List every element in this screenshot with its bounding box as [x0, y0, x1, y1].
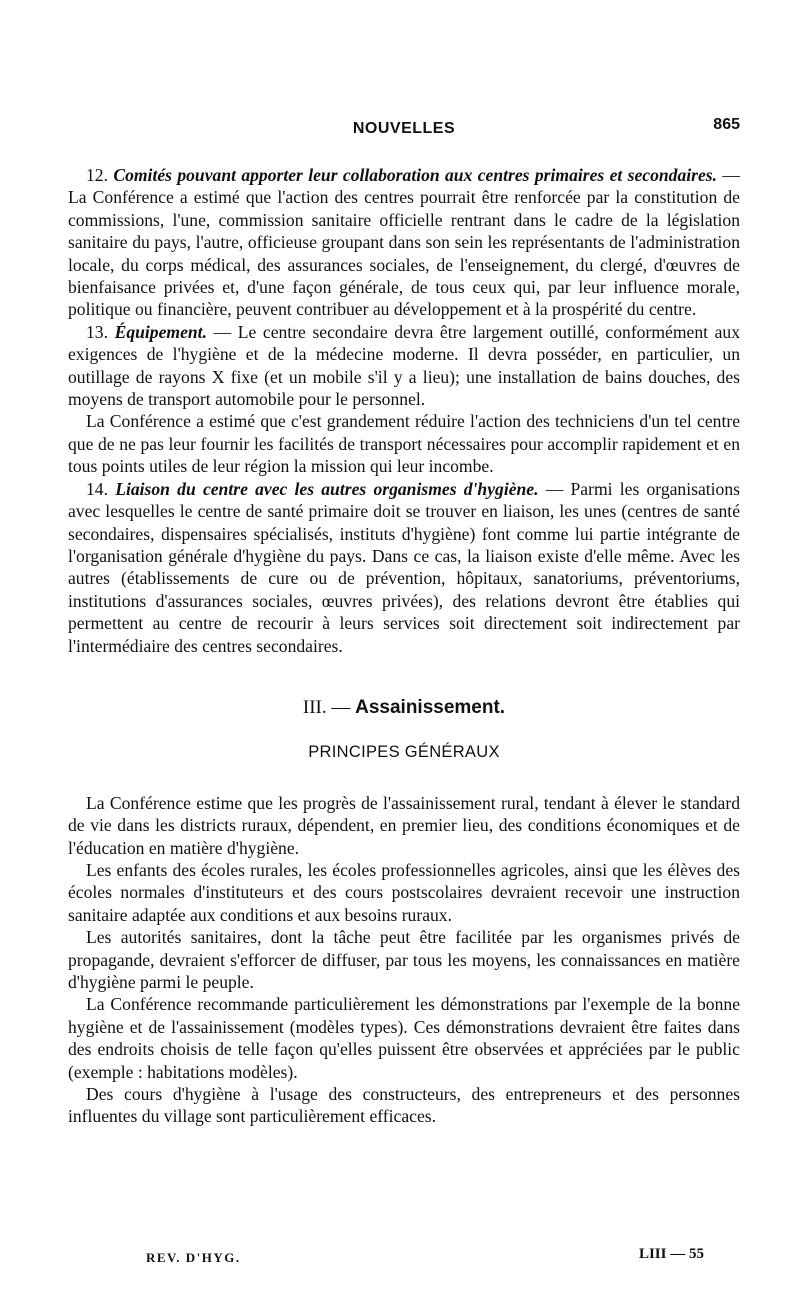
footer-signature: LIII — 55 [638, 1246, 704, 1262]
page-footer [146, 1246, 704, 1270]
footer-journal: REV. D'HYG. [146, 1250, 241, 1265]
running-header [68, 112, 740, 142]
item-12-body: — La Conférence a estimé que l'action des centres pourrait être renforcée par la constitution de commissions, l'une, commission sanitaire officielle rentrant dans le cadre de la législation sanitaire du pays, l'autre, officieuse groupant dans son sein les représentants de l'administration locale, du corps médical, des assurances sociales, de l'enseignement, du clergé, d'œuvres de bienfaisance privées et, d'une façon générale, de tous ceux qui, par leur influence morale, politique ou financière, peuvent contribuer au développement et à la prospérité du centre. [68, 165, 740, 320]
section-heading [68, 697, 740, 719]
page-number: 865 [713, 116, 740, 133]
item-13-body: — Le centre secondaire devra être largement outillé, conformément aux exigences de l'hygiène et de la médecine moderne. Il devra posséder, en particulier, un outillage de rayons X fixe (et un mobile s'il y a lieu); une installation de bains douches, des moyens de transport automobile pour le personnel. [68, 321, 740, 410]
item-14-number: 14. [86, 478, 108, 499]
item-12-paragraph [68, 164, 740, 321]
section-paragraph-4: La Conférence recommande particulièrement les démonstrations par l'exemple de la bonne hygiène et de l'assainissement (modèles types). Ces démonstrations devraient être faites dans des endroits choisis de telle façon qu'elles puissent être observées et appréciées par le public (exemple : habitations modèles). [68, 994, 740, 1082]
item-14-body: — Parmi les organisations avec lesquelles le centre de santé primaire doit se trouver en liaison, les unes (centres de santé secondaires, dispensaires spécialisés, instituts d'hygiène) font comme lui partie intégrante de l'organisation générale d'hygiène du pays. Dans ce cas, la liaison existe d'elle même. Avec les autres (établissements de cure ou de prévention, hôpitaux, sanatoriums, préventoriums, institutions d'assurances sociales, œuvres privées), des relations devront être établies qui permettent au centre de recourir à leurs services soit directement soit indirectement par l'intermédiaire des centres secondaires. [68, 478, 740, 656]
section-number: III. — [302, 696, 356, 718]
item-13-number: 13. [86, 321, 108, 342]
running-title: NOUVELLES [352, 120, 456, 137]
page-content [68, 112, 740, 1128]
item-12-heading: Comités pouvant apporter leur collaboration aux centres primaires et secondaires. [113, 165, 718, 185]
item-13-heading: Équipement. [114, 321, 207, 342]
section-title: Assainissement. [355, 696, 506, 718]
item-14-paragraph [68, 478, 740, 657]
item-14-heading: Liaison du centre avec les autres organismes d'hygiène. [115, 478, 539, 499]
section-paragraph-1: La Conférence estime que les progrès de l'assainissement rural, tendant à élever le standard de vie dans les districts ruraux, dépendent, en premier lieu, des conditions économiques et de l'éducation en matière d'hygiène. [68, 792, 740, 858]
subsection-heading: PRINCIPES GÉNÉRAUX [308, 743, 500, 762]
item-12-number: 12. [86, 165, 108, 185]
section-paragraph-2: Les enfants des écoles rurales, les écoles professionnelles agricoles, ainsi que les élèves des écoles normales d'instituteurs et des cours postscolaires devraient recevoir une instruction sanitaire adaptée aux conditions et aux besoins ruraux. [68, 859, 740, 925]
item-13-paragraph [68, 321, 740, 411]
item-13-paragraph-2: La Conférence a estimé que c'est grandement réduire l'action des techniciens d'un tel centre que de ne pas leur fournir les facilités de transport nécessaires pour accomplir rapidement et en tous points utiles de leur région la mission qui leur incombe. [68, 411, 740, 477]
section-paragraph-3: Les autorités sanitaires, dont la tâche peut être facilitée par les organismes privés de propagande, devraient s'efforcer de diffuser, par tous les moyens, les connaissances en matière d'hygiène parmi le peuple. [68, 927, 740, 992]
section-paragraph-5: Des cours d'hygiène à l'usage des constructeurs, des entrepreneurs et des personnes influentes du village sont particulièrement efficaces. [68, 1084, 740, 1127]
